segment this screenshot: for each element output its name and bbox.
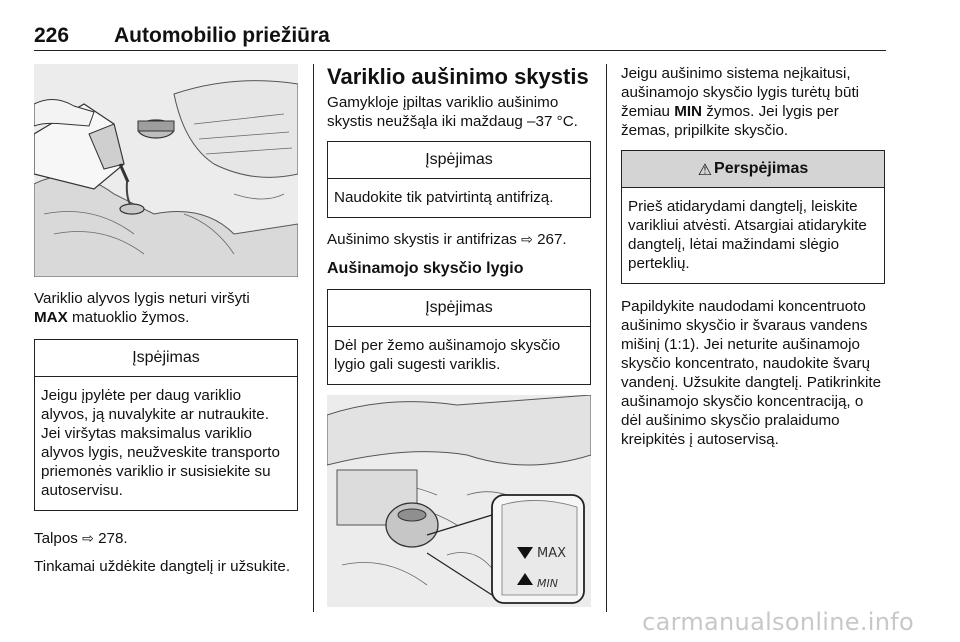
capacity-reference-text: Talpos	[34, 530, 78, 547]
header-rule	[34, 50, 886, 51]
page-title: Automobilio priežiūra	[114, 24, 330, 47]
site-watermark: carmanualsonline.info	[642, 608, 914, 636]
subheading-coolant-level: Aušinamojo skysčio lygio	[327, 260, 524, 277]
hot-cap-warning-title	[622, 151, 884, 188]
min-marker-label: MIN	[537, 577, 558, 590]
coolant-reservoir-drawing	[327, 395, 591, 607]
coolant-intro: Gamykloje įpiltas variklio aušinimo skystis neužšąla iki maždaug –37 °C.	[327, 94, 578, 130]
coolant-level-notice-box	[327, 289, 591, 385]
min-mark-label: MIN	[674, 103, 703, 120]
coolant-reservoir-illustration	[327, 395, 591, 607]
coolant-level-guidance-tail: žymos. Jei lygis per žemas, pripilkite skysčio.	[621, 103, 839, 139]
antifreeze-reference	[327, 230, 591, 250]
page-reference-arrow-icon: ⇨	[82, 531, 94, 547]
warning-title-text: Perspėjimas	[714, 160, 809, 177]
cap-instruction: Tinkamai uždėkite dangtelį ir užsukite.	[34, 558, 291, 575]
oil-level-note	[34, 289, 298, 327]
max-marker-label: MAX	[537, 546, 567, 561]
oil-notice-box	[34, 339, 298, 511]
oil-filling-illustration	[34, 64, 298, 277]
coolant-level-guidance	[621, 64, 885, 140]
oil-notice-title: Įspėjimas	[35, 340, 297, 377]
oil-filling-drawing	[34, 64, 298, 277]
coolant-level-guidance-text: Jeigu aušinimo sistema neįkaitusi, aušinamojo skysčio lygis turėtų būti žemiau	[621, 65, 860, 120]
coolant-level-notice-title: Įspėjimas	[328, 290, 590, 327]
capacity-reference-page[interactable]: 278.	[93, 530, 128, 547]
oil-level-note-tail: matuoklio žymos.	[67, 309, 190, 326]
column-divider-right	[606, 64, 607, 612]
page-reference-arrow-icon: ⇨	[521, 232, 533, 248]
column-divider-left	[313, 64, 314, 612]
column-right	[621, 64, 885, 449]
antifreeze-reference-page[interactable]: 267.	[532, 231, 567, 248]
coolant-mixture-instructions: Papildykite naudodami koncentruoto aušinimo skysčio ir švaraus vandens mišinį (1:1). Jei neturite aušinamojo skysčio koncentrato, naudokite švarų vandenį. Užsukite dangtelį. Patikrinkite aušinamojo skysčio koncentraciją, o dėl aušinimo skysčio pralaidumo kreipkitės į autoservisą.	[621, 298, 882, 448]
coolant-level-notice-text: Dėl per žemo aušinamojo skysčio lygio gali sugesti variklis.	[334, 337, 561, 373]
antifreeze-notice-box	[327, 141, 591, 218]
antifreeze-reference-text: Aušinimo skystis ir antifrizas	[327, 231, 517, 248]
antifreeze-notice-title: Įspėjimas	[328, 142, 590, 179]
column-middle	[327, 64, 591, 607]
oil-notice-text: Jeigu įpylėte per daug variklio alyvos, ją nuvalykite ar nutraukite. Jei viršytas maksimalus variklio alyvos lygis, neužveskite transporto priemonės variklio ir susisiekite su autoservisu.	[41, 387, 280, 499]
hot-cap-warning-text: Prieš atidarydami dangtelį, leiskite varikliui atvėsti. Atsargiai atidarykite dangtelį, lėtai mažindami slėgio perteklių.	[628, 198, 867, 272]
page-header	[34, 20, 886, 50]
antifreeze-notice-text: Naudokite tik patvirtintą antifrizą.	[334, 189, 554, 206]
section-heading-coolant: Variklio aušinimo skystis	[327, 64, 589, 89]
page-number: 226	[34, 24, 70, 47]
warning-triangle-icon: ⚠	[697, 159, 713, 179]
max-mark-label: MAX	[34, 309, 68, 326]
oil-level-note-text: Variklio alyvos lygis neturi viršyti	[34, 290, 250, 307]
column-left	[34, 64, 298, 576]
capacity-reference	[34, 529, 298, 549]
hot-cap-warning-box	[621, 150, 885, 284]
